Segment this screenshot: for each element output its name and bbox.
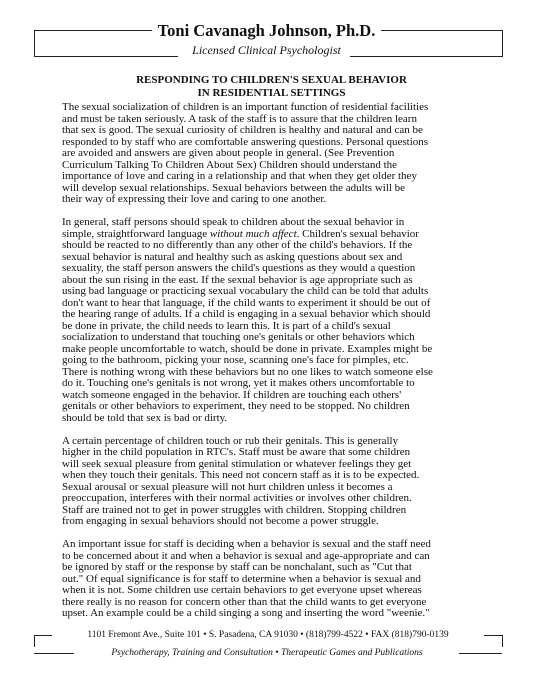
paragraph-line: higher in the child population in RTC's. Staff must be aware that some children	[62, 446, 411, 459]
document-body	[62, 102, 482, 631]
paragraph-line: simple, straightforward language without much affect. Children's sexual behavior	[62, 227, 419, 240]
footer-rule-right	[484, 635, 502, 636]
paragraph-line: The sexual socialization of children is an important function of residential facilities	[62, 101, 429, 113]
paragraph-line: that sex is good. The sexual curiosity of children is healthy and natural and can be	[62, 124, 423, 136]
paragraph-line: In general, staff persons should speak to children about the sexual behavior in	[62, 216, 405, 229]
paragraph-line: watch someone engaged in the behavior. If children are touching each others'	[62, 388, 402, 401]
letterhead-subtitle-row	[0, 42, 533, 58]
paragraph-line: when they touch their genitals. This need not concern staff as it is to be expected.	[62, 469, 420, 482]
paragraph-line: Staff are trained not to get in power struggles with children. Stopping children	[62, 503, 407, 516]
paragraph-line: responded to by staff who are comfortable answering questions. Personal questions	[62, 135, 429, 148]
paragraph-line: about the sun rising in the east. If the sexual behavior is age appropriate such as	[62, 273, 413, 286]
paragraph-line: to be concerned about it and when a behavior is sexual and age-appropriate and can	[62, 549, 430, 562]
paragraph-line: from engaging in sexual behaviors should not become a power struggle.	[62, 515, 379, 528]
paragraph-line: when it is not. Some children use certain behaviors to get everyone upset whereas	[62, 584, 422, 597]
paragraph-line: out." Of equal significance is for staff to determine when a behavior is sexual and	[62, 572, 421, 585]
footer-address-row	[0, 628, 533, 642]
paragraph-line: will develop sexual relationships. Sexual behaviors between the adults will be	[62, 181, 406, 194]
paragraph-line: will seek sexual pleasure from genital stimulation or whatever feelings they get	[62, 457, 412, 470]
footer-services-rule-left	[34, 653, 74, 654]
paragraph-line: sexual behavior is natural and healthy such as asking questions about sex and	[62, 250, 403, 263]
document-title	[40, 74, 503, 100]
footer-address: 1101 Fremont Ave., Suite 101 • S. Pasadena, CA 91030 • (818)799-4522 • FAX (818)790-0139	[87, 630, 449, 640]
paragraph-line: be done in private, the child needs to learn this. It is part of a child's sexual	[62, 319, 391, 332]
paragraph-line: be ignored by staff or the response by staff can be nonchalant, such as "Cut that	[62, 561, 412, 574]
paragraph	[62, 539, 482, 620]
paragraph-line: there really is no reason for concern other than that the child wants to get everyone	[62, 595, 427, 608]
paragraph-line: should be told that sex is bad or dirty.	[62, 411, 228, 424]
document-title-line-2: IN RESIDENTIAL SETTINGS	[197, 87, 346, 99]
paragraph-line: going to the bathroom, picking your nose, scanning one's face for pimples, etc.	[62, 354, 409, 367]
paragraph-line: importance of love and caring in a relationship and that when they get older they	[62, 170, 417, 182]
paragraph-line: are avoided and answers are given about people in general. (See Prevention	[62, 147, 395, 159]
emphasis-text: without much affect	[209, 227, 297, 240]
paragraph-line: don't want to hear that language, if the child wants to experiment it should be out of	[62, 296, 431, 309]
paragraph	[62, 217, 482, 424]
paragraph-line: upset. An example could be a child singing a song and inserting the word "weenie."	[62, 607, 430, 620]
paragraph-line: make people uncomfortable to watch, should be done in private. Examples might be	[62, 342, 433, 355]
document-title-line-1: RESPONDING TO CHILDREN'S SEXUAL BEHAVIOR	[136, 74, 407, 86]
footer-services-rule-right	[459, 653, 502, 654]
footer-rule-left	[34, 635, 52, 636]
paragraph-line: socialization to understand that touching one's genitals or other behaviors which	[62, 331, 415, 344]
paragraph	[62, 102, 482, 206]
paragraph-line: using bad language or practicing sexual vocabulary the child can be told that adults	[62, 285, 429, 298]
paragraph-line: do it. Touching one's genitals is not wrong, yet it makes others uncomfortable to	[62, 377, 415, 390]
paragraph-line: preoccupation, interferes with their normal activities or involves other children.	[62, 492, 412, 505]
paragraph-line: their way of expressing their love and caring to one another.	[62, 193, 327, 205]
letterhead	[0, 19, 533, 43]
paragraph-line: Sexual arousal or sexual pleasure will not hurt children unless it becomes a	[62, 480, 393, 493]
author-name: Toni Cavanagh Johnson, Ph.D.	[152, 21, 382, 40]
author-credential: Licensed Clinical Psychologist	[192, 43, 341, 57]
paragraph-line: An important issue for staff is deciding when a behavior is sexual and the staff need	[62, 538, 431, 551]
paragraph-line: the hearing range of adults. If a child is engaging in a sexual behavior which should	[62, 308, 431, 321]
paragraph-line: and must be taken seriously. A task of the staff is to assure that the children learn	[62, 112, 417, 125]
paragraph-line: Curriculum Talking To Children About Sex) Children should understand the	[62, 158, 398, 171]
footer-services-row	[0, 646, 533, 660]
paragraph-line: genitals or other behaviors to experiment, they need to be stopped. No children	[62, 400, 410, 413]
footer-services: Psychotherapy, Training and Consultation • Therapeutic Games and Publications	[111, 648, 423, 658]
paragraph-line: A certain percentage of children touch or rub their genitals. This is generally	[62, 434, 399, 447]
paragraph-line: There is nothing wrong with these behaviors but no one likes to watch someone else	[62, 365, 433, 378]
paragraph-line: should be reacted to no differently than any other of the child's behaviors. If the	[62, 239, 413, 252]
paragraph-line: sexuality, the staff person answers the child's questions as they would a question	[62, 262, 416, 275]
paragraph	[62, 436, 482, 528]
